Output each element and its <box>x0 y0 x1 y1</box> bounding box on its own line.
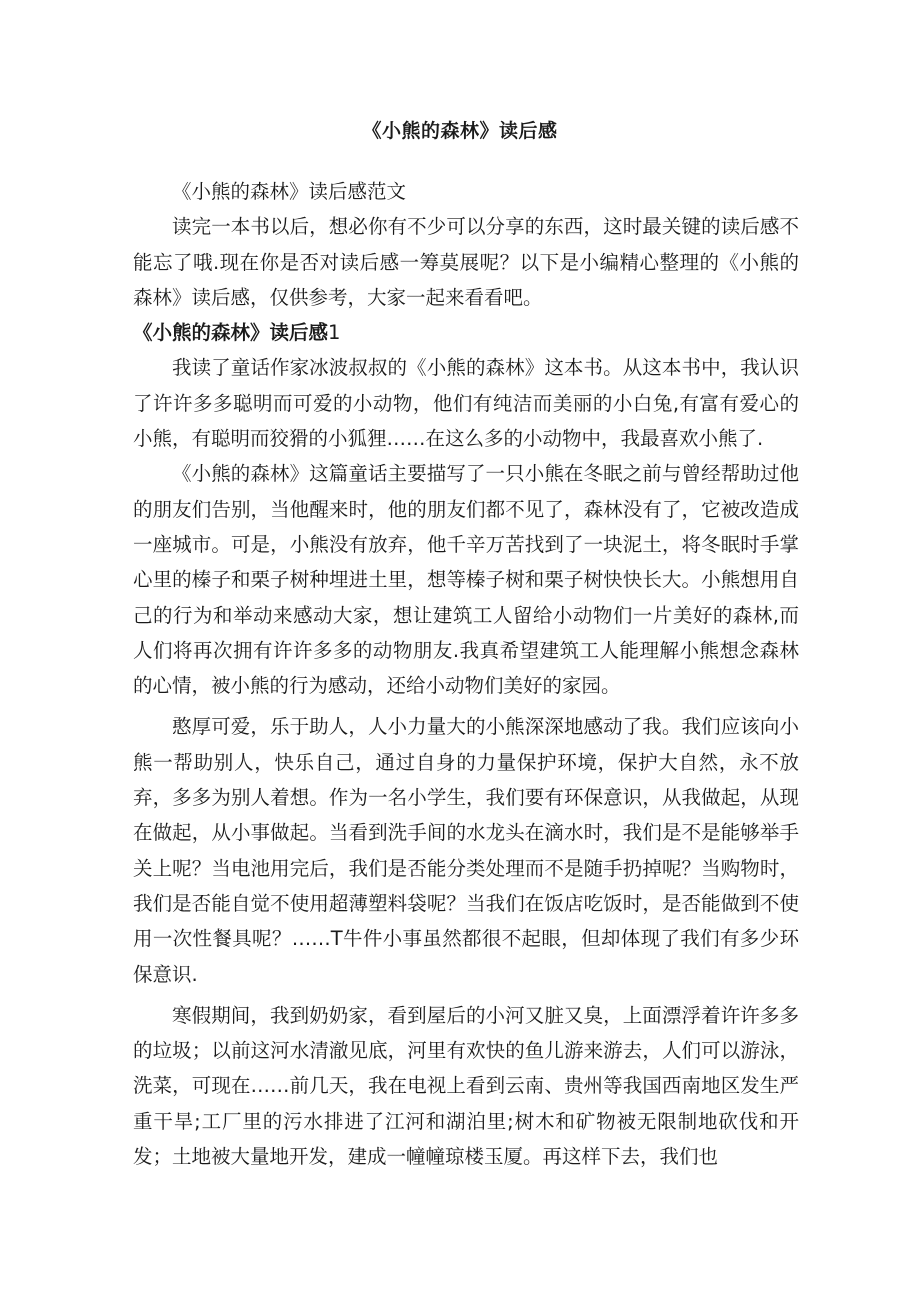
intro-paragraph: 读完一本书以后，想必你有不少可以分享的东西，这时最关键的读后感不能忘了哦.现在你是否对读后感一筹莫展呢？以下是小编精心整理的《小熊的森林》读后感，仅供参考，大家一起来看看吧。 <box>133 215 799 309</box>
document-title: 《小熊的森林》读后感 <box>362 120 558 142</box>
section-heading-text: 《小熊的森林》读后感 <box>133 321 329 345</box>
body-paragraph: 《小熊的森林》这篇童话主要描写了一只小熊在冬眠之前与曾经帮助过他的朋友们告别，当他醒来时，他的朋友们都不见了，森林没有了，它被改造成一座城市。可是，小熊没有放弃，他千辛万苦找到了一块泥土，将冬眠时手掌心里的榛子和栗子树种埋进土里，想等榛子树和栗子树快快长大。小熊想用自己的行为和举动来感动大家，想让建筑工人留给小动物们一片美好的森林,而人们将再次拥有许许多多的动物朋友.我真希望建筑工人能理解小熊想念森林的心情，被小熊的行为感动，还给小动物们美好的家园。 <box>133 462 799 698</box>
document-subtitle: 《小熊的森林》读后感范文 <box>172 180 407 203</box>
body-paragraph: 我读了童话作家冰波叔叔的《小熊的森林》这本书。从这本书中，我认识了许许多多聪明而可爱的小动物，他们有纯洁而美丽的小白兔,有富有爱心的小熊，有聪明而狡猾的小狐狸……在这么多的小动物中，我最喜欢小熊了. <box>133 356 799 451</box>
section-heading <box>133 315 799 350</box>
section-heading-number: 1 <box>328 321 341 345</box>
body-paragraph: 寒假期间，我到奶奶家，看到屋后的小河又脏又臭，上面漂浮着许许多多的垃圾；以前这河水清澈见底，河里有欢快的鱼儿游来游去，人们可以游泳，洗菜，可现在……前几天，我在电视上看到云南、贵州等我国西南地区发生严重干旱;工厂里的污水排进了江河和湖泊里;树木和矿物被无限制地砍伐和开发；土地被大量地开发，建成一幢幢琼楼玉厦。再这样下去，我们也 <box>133 1003 799 1169</box>
body-paragraph: 憨厚可爱，乐于助人，人小力量大的小熊深深地感动了我。我们应该向小熊一帮助别人，快乐自己，通过自身的力量保护环境，保护大自然，永不放弃，多多为别人着想。作为一名小学生，我们要有环保意识，从我做起，从现在做起，从小事做起。当看到洗手间的水龙头在滴水时，我们是不是能够举手关上呢？当电池用完后，我们是否能分类处理而不是随手扔掉呢？当购物时，我们是否能自觉不使用超薄塑料袋呢？当我们在饭店吃饭时，是否能做到不使用一次性餐具呢？……T牛件小事虽然都很不起眼，但却体现了我们有多少环保意识. <box>133 715 799 986</box>
document-body <box>133 174 799 1174</box>
